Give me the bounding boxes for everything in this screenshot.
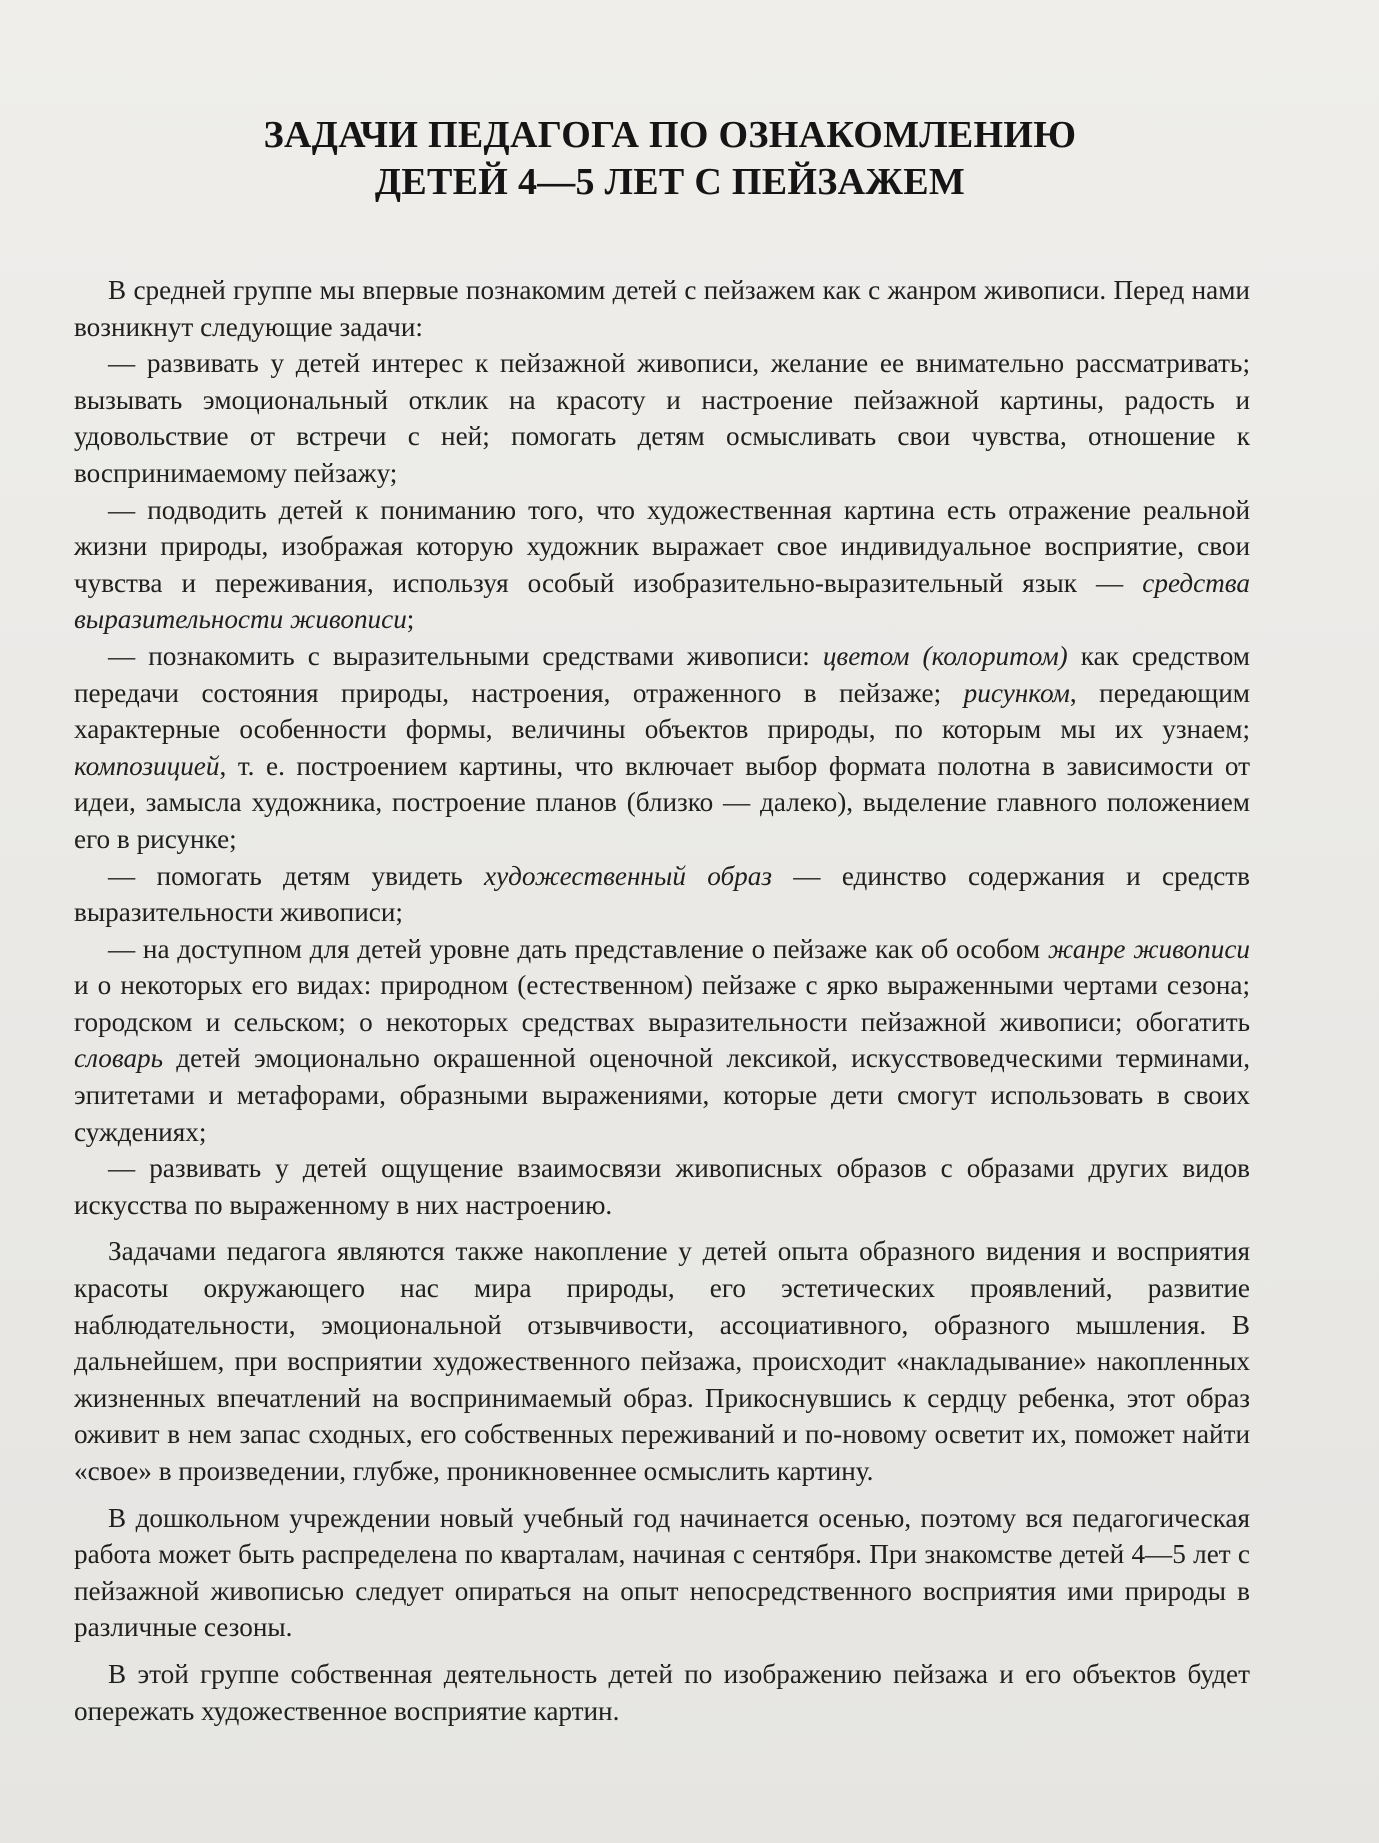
task-genre [74,931,1250,1151]
text-span: , т. е. построением картины, что включает выбор формата полотна в зависимости от идеи, замысла художника, построение планов (близко — далеко), выделение главного положением его в рисунке; [74,750,1250,854]
task-understanding [74,492,1250,638]
text-span: , передающим характерные особенности формы, величины объектов природы, по которым мы их узнаем; [74,677,1250,745]
text-span: — подводить детей к пониманию того, что художественная картина есть отражение реальной жизни природы, изображая которую художник выражает свое индивидуальное восприятие, свои чувства и переживания, используя особый изобразительно-выразительный язык — [74,494,1250,598]
paragraph-teacher-tasks: Задачами педагога являются также накопление у детей опыта образного видения и восприятия красоты окружающего нас мира природы, его эстетических проявлений, развитие наблюдательности, эмоциональной отзывчивости, ассоциативного, образного мышления. В дальнейшем, при восприятии художественного пейзажа, происходит «накладывание» накопленных жизненных впечатлений на воспринимаемый образ. Прикоснувшись к сердцу ребенка, этот образ оживит в нем запас сходных, его собственных переживаний и по-новому осветит их, поможет найти «свое» в произведении, глубже, проникновеннее осмыслить картину. [74,1236,1250,1486]
italic-term: композицией [74,750,220,781]
text-span: — на доступном для детей уровне дать представление о пейзаже как об особом [108,933,1048,964]
paragraph-group-activity: В этой группе собственная деятельность детей по изображению пейзажа и его объектов будет опережать художественное восприятие картин. [74,1658,1250,1726]
text-span: — познакомить с выразительными средствами живописи: [108,640,823,671]
italic-term: художественный образ [484,860,772,891]
task-expressive-means [74,638,1250,858]
italic-term: цветом (колоритом) [822,640,1068,671]
italic-term: средства выразительности живописи [74,567,1250,635]
italic-term: рисунком [963,677,1070,708]
task-interconnection: — развивать у детей ощущение взаимосвязи живописных образов с образами других видов искусства по выраженному в них настроению. [74,1153,1250,1220]
paragraph-school-year: В дошкольном учреждении новый учебный год начинается осенью, поэтому вся педагогическая работа может быть распределена по кварталам, начиная с сентября. При знакомстве детей 4—5 лет с пейзажной живописью следует опираться на опыт непосредственного восприятия ими природы в различные сезоны. [74,1502,1250,1643]
italic-term: словарь [74,1043,164,1074]
body-text [74,272,1250,1729]
page-title [150,112,1190,206]
text-span: — помогать детям увидеть [108,860,485,891]
text-span: ; [406,604,415,635]
paragraph-intro: В средней группе мы впервые познакомим детей с пейзажем как с жанром живописи. Перед нами возникнут следующие задачи: [74,275,1250,342]
title-line-2: ДЕТЕЙ 4—5 ЛЕТ С ПЕЙЗАЖЕМ [374,161,966,203]
task-interest: — развивать у детей интерес к пейзажной живописи, желание ее внимательно рассматривать; вызывать эмоциональный отклик на красоту и настроение пейзажной картины, радость и удовольствие от встречи с ней; помогать детям осмысливать свои чувства, отношение к воспринимаемому пейзажу; [74,348,1250,488]
text-span: детей эмоционально окрашенной оценочной лексикой, искусствоведческими терминами, эпитетами и метафорами, образными выражениями, которые дети смогут использовать в своих суждениях; [74,1043,1250,1147]
text-span: — единство содержания и средств выразительности живописи; [74,860,1250,928]
task-artistic-image [74,858,1250,931]
italic-term: жанре живописи [1047,933,1250,964]
text-span: и о некоторых его видах: природном (естественном) пейзаже с ярко выраженными чертами сезона; городском и сельском; о некоторых средствах выразительности пейзажной живописи; обогатить [74,970,1250,1037]
text-span: как средством передачи состояния природы, настроения, отраженного в пейзаже; [74,640,1251,708]
title-line-1: ЗАДАЧИ ПЕДАГОГА ПО ОЗНАКОМЛЕНИЮ [263,114,1077,156]
